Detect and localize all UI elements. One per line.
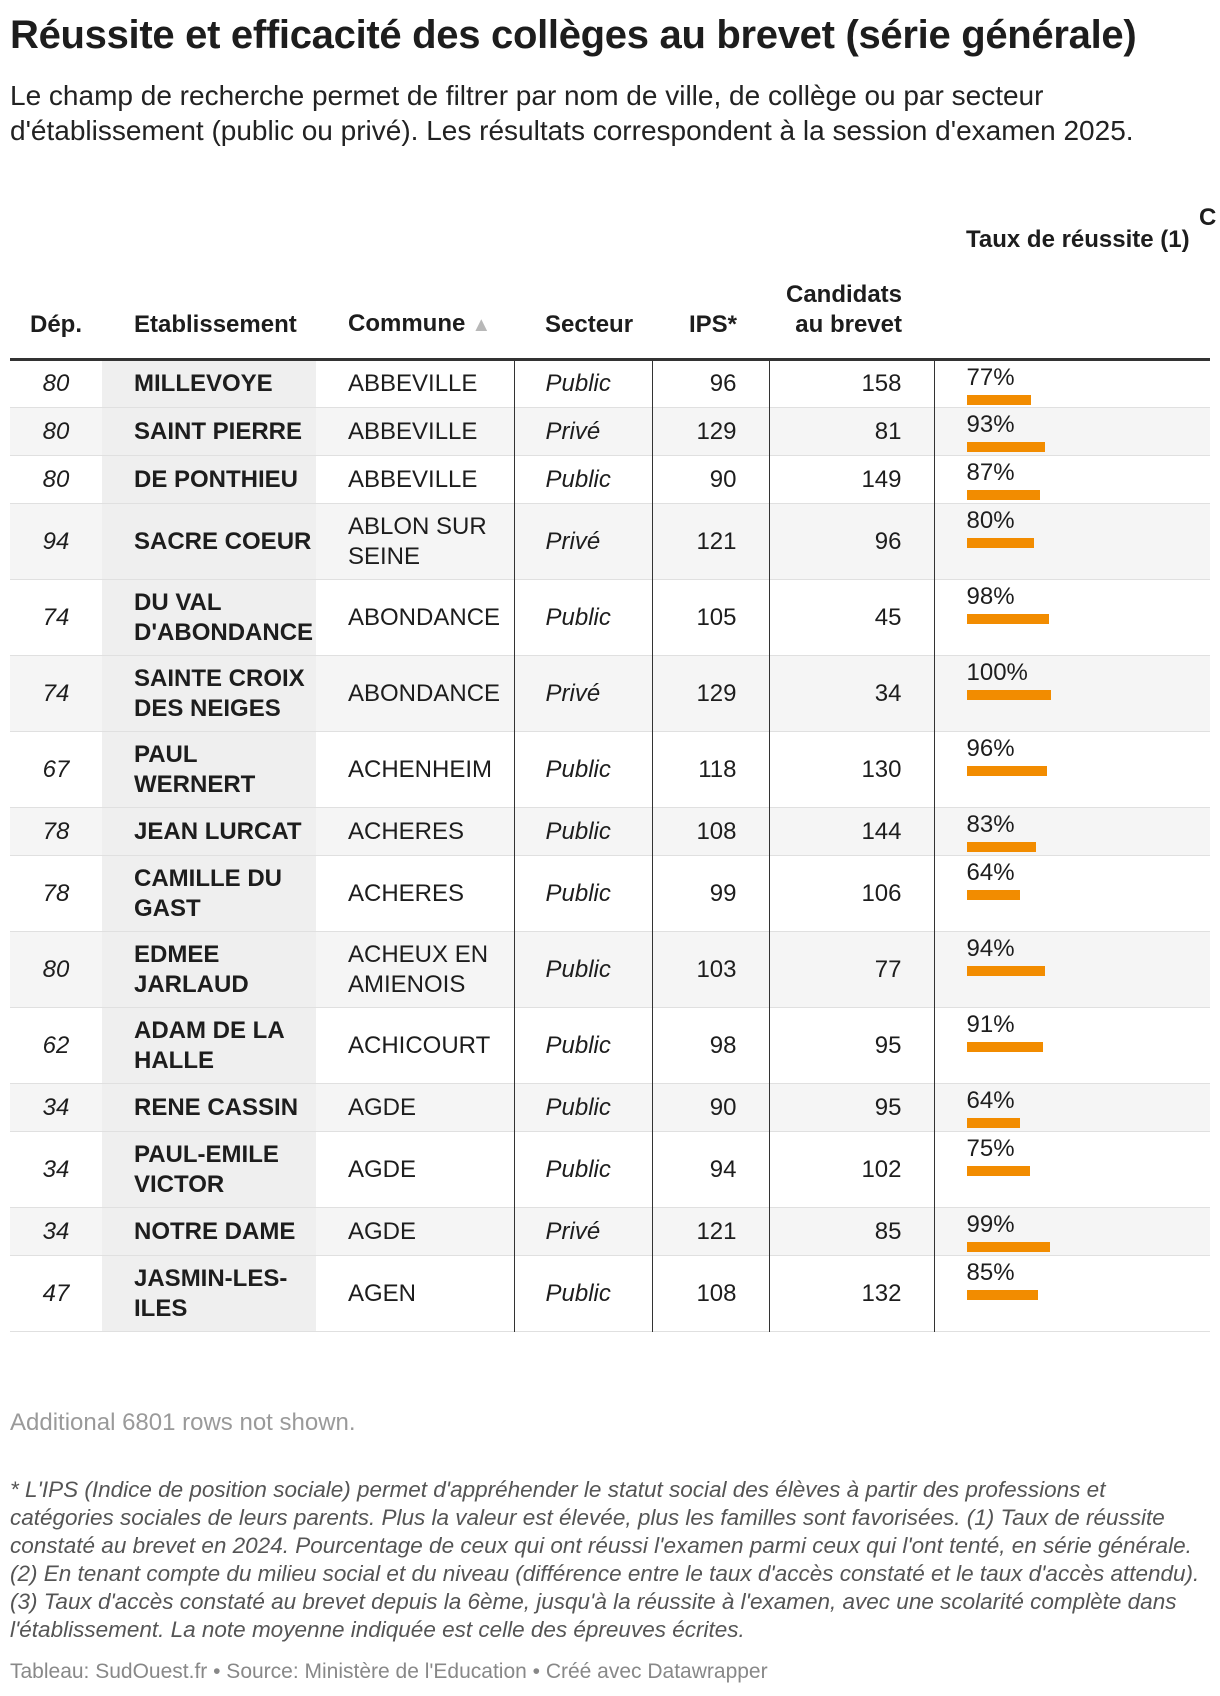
taux-bar: [967, 842, 1037, 852]
cell-etablissement: DU VAL D'ABONDANCE: [102, 580, 316, 656]
cell-secteur: Public: [514, 1132, 652, 1208]
taux-bar: [967, 1118, 1021, 1128]
cell-etablissement: ADAM DE LA HALLE: [102, 1008, 316, 1084]
taux-bar: [967, 966, 1046, 976]
cell-dep: 34: [42, 1155, 70, 1183]
sort-ascending-icon: ▲: [471, 314, 492, 336]
cell-taux: [934, 504, 1210, 580]
taux-value: 80%: [966, 507, 1015, 534]
cell-secteur: Privé: [514, 504, 652, 580]
taux-value: 75%: [966, 1135, 1015, 1162]
cell-commune: ACHICOURT: [348, 1031, 491, 1059]
taux-value: 100%: [966, 659, 1028, 686]
taux-bar: [967, 1166, 1030, 1176]
cell-ips: 121: [652, 504, 769, 580]
cell-secteur: Public: [514, 1084, 652, 1132]
cell-commune: ABLON SUR SEINE: [316, 504, 514, 580]
cell-taux: [934, 1208, 1210, 1256]
cell-taux: [934, 856, 1210, 932]
cell-secteur: Privé: [514, 408, 652, 456]
truncated-column-header: C: [1199, 204, 1217, 231]
cell-secteur: Public: [514, 856, 652, 932]
table-row: [10, 580, 1210, 656]
taux-bar: [967, 614, 1049, 624]
table-body: [10, 360, 1210, 1332]
column-header-ips[interactable]: IPS*: [652, 225, 769, 360]
cell-commune: ACHEUX EN AMIENOIS: [316, 932, 514, 1008]
cell-ips: 90: [652, 456, 769, 504]
taux-value: 87%: [966, 459, 1015, 486]
cell-taux: [934, 1008, 1210, 1084]
cell-taux: [934, 1256, 1210, 1332]
results-table-container: [10, 225, 1210, 1332]
taux-value: 93%: [966, 411, 1015, 438]
cell-dep: 80: [42, 370, 70, 397]
cell-dep: 74: [42, 603, 70, 631]
cell-etablissement: JEAN LURCAT: [102, 808, 316, 856]
cell-taux: [934, 1132, 1210, 1208]
column-header-candidats[interactable]: Candidats au brevet: [769, 225, 934, 360]
cell-etablissement: PAUL WERNERT: [102, 732, 316, 808]
cell-secteur: Public: [514, 732, 652, 808]
cell-secteur: Privé: [514, 656, 652, 732]
cell-etablissement: RENE CASSIN: [102, 1084, 316, 1132]
cell-etablissement: SAINT PIERRE: [102, 408, 316, 456]
table-row: [10, 1132, 1210, 1208]
taux-bar: [967, 766, 1048, 776]
column-header-taux[interactable]: Taux de réussite (1): [934, 225, 1210, 360]
table-row: [10, 456, 1210, 504]
cell-dep: 62: [42, 1031, 70, 1059]
cell-candidats: 106: [769, 856, 934, 932]
taux-bar: [967, 395, 1032, 405]
table-row: [10, 656, 1210, 732]
cell-dep: 78: [10, 808, 102, 856]
cell-candidats: 132: [769, 1256, 934, 1332]
cell-secteur: Public: [514, 1008, 652, 1084]
cell-candidats: 34: [769, 656, 934, 732]
table-header-row: [10, 225, 1210, 360]
cell-candidats: 158: [769, 360, 934, 408]
cell-etablissement: EDMEE JARLAUD: [102, 932, 316, 1008]
cell-dep: 74: [10, 656, 102, 732]
taux-value: 98%: [966, 583, 1015, 610]
taux-bar: [967, 690, 1051, 700]
cell-candidats: 96: [769, 504, 934, 580]
cell-dep: 47: [42, 1279, 70, 1307]
column-header-etablissement[interactable]: Etablissement: [102, 225, 316, 360]
table-row: [10, 1008, 1210, 1084]
table-row: [10, 360, 1210, 408]
cell-commune: ACHERES: [348, 879, 465, 907]
taux-bar: [967, 890, 1021, 900]
taux-value: 83%: [966, 811, 1015, 838]
cell-etablissement: PAUL-EMILE VICTOR: [102, 1132, 316, 1208]
cell-dep: 34: [10, 1208, 102, 1256]
table-row: [10, 504, 1210, 580]
cell-taux: [934, 1084, 1210, 1132]
cell-ips: 129: [652, 656, 769, 732]
cell-commune: ACHENHEIM: [348, 755, 493, 783]
cell-dep: 34: [10, 1084, 102, 1132]
taux-value: 64%: [966, 859, 1015, 886]
column-header-secteur[interactable]: Secteur: [514, 225, 652, 360]
results-table: [10, 225, 1210, 1332]
cell-ips: 99: [652, 856, 769, 932]
cell-ips: 94: [652, 1132, 769, 1208]
cell-secteur: Public: [514, 360, 652, 408]
cell-ips: 103: [652, 932, 769, 1008]
cell-etablissement: MILLEVOYE: [102, 360, 316, 408]
cell-taux: [934, 932, 1210, 1008]
cell-ips: 96: [652, 360, 769, 408]
cell-candidats: 77: [769, 932, 934, 1008]
taux-value: 77%: [966, 364, 1015, 391]
cell-candidats: 102: [769, 1132, 934, 1208]
column-header-commune-label: Commune: [348, 310, 466, 337]
table-row: [10, 808, 1210, 856]
taux-bar: [967, 442, 1045, 452]
cell-secteur: Public: [514, 932, 652, 1008]
cell-commune: ABBEVILLE: [316, 408, 514, 456]
taux-value: 99%: [966, 1211, 1015, 1238]
cell-taux: [934, 408, 1210, 456]
cell-commune: ABBEVILLE: [348, 465, 478, 493]
cell-taux: [934, 360, 1210, 408]
cell-commune: AGEN: [348, 1279, 417, 1307]
taux-value: 94%: [966, 935, 1015, 962]
cell-dep: 80: [10, 932, 102, 1008]
taux-bar: [967, 490, 1040, 500]
table-row: [10, 1084, 1210, 1132]
page-subtitle: Le champ de recherche permet de filtrer par nom de ville, de collège ou par secteur d'établissement (public ou privé). Les résultats correspondent à la session d'examen 2025.: [10, 80, 1134, 146]
page-title: Réussite et efficacité des collèges au brevet (série générale): [10, 13, 1137, 57]
cell-ips: 118: [652, 732, 769, 808]
cell-ips: 90: [652, 1084, 769, 1132]
taux-value: 91%: [966, 1011, 1015, 1038]
cell-dep: 80: [10, 408, 102, 456]
cell-etablissement: NOTRE DAME: [102, 1208, 316, 1256]
cell-etablissement: CAMILLE DU GAST: [102, 856, 316, 932]
cell-commune: AGDE: [348, 1155, 417, 1183]
taux-value: 64%: [966, 1087, 1015, 1114]
table-row: [10, 1208, 1210, 1256]
taux-value: 85%: [966, 1259, 1015, 1286]
cell-commune: ABONDANCE: [348, 603, 501, 631]
cell-secteur: Public: [514, 456, 652, 504]
table-row: [10, 1256, 1210, 1332]
taux-bar: [967, 1290, 1038, 1300]
cell-commune: ACHERES: [316, 808, 514, 856]
column-header-commune[interactable]: [316, 225, 514, 360]
cell-ips: 129: [652, 408, 769, 456]
table-row: [10, 408, 1210, 456]
cell-secteur: Public: [514, 1256, 652, 1332]
cell-candidats: 95: [769, 1008, 934, 1084]
cell-etablissement: JASMIN-LES-ILES: [102, 1256, 316, 1332]
cell-dep: 80: [42, 465, 70, 493]
taux-bar: [967, 1242, 1050, 1252]
cell-candidats: 144: [769, 808, 934, 856]
cell-etablissement: DE PONTHIEU: [102, 456, 316, 504]
table-row: [10, 732, 1210, 808]
cell-taux: [934, 656, 1210, 732]
cell-candidats: 81: [769, 408, 934, 456]
cell-taux: [934, 456, 1210, 504]
cell-taux: [934, 580, 1210, 656]
cell-taux: [934, 808, 1210, 856]
cell-ips: 121: [652, 1208, 769, 1256]
cell-candidats: 130: [769, 732, 934, 808]
column-header-dep[interactable]: Dép.: [10, 225, 102, 360]
credits: Tableau: SudOuest.fr • Source: Ministère de l'Education • Créé avec Datawrapper: [10, 1660, 768, 1683]
cell-dep: 78: [42, 879, 70, 907]
footnote: * L'IPS (Indice de position sociale) permet d'appréhender le statut social des élèves à partir des professions et catégories sociales de leurs parents. Plus la valeur est élevée, plus les familles sont favorisées. (1) Taux de réussite constaté au brevet en 2024. Pourcentage de ceux qui ont réussi l'examen parmi ceux qui l'ont tenté, en série générale. (2) En tenant compte du milieu social et du niveau (différence entre le taux d'accès constaté et le taux d'accès attendu). (3) Taux d'accès constaté au brevet depuis la 6ème, jusqu'à la réussite à l'examen, avec une scolarité complète dans l'établissement. La note moyenne indiquée est celle des épreuves écrites.: [10, 1477, 1200, 1642]
cell-secteur: Public: [514, 580, 652, 656]
cell-taux: [934, 732, 1210, 808]
cell-commune: ABONDANCE: [316, 656, 514, 732]
cell-etablissement: SACRE COEUR: [102, 504, 316, 580]
cell-dep: 94: [10, 504, 102, 580]
taux-bar: [967, 538, 1034, 548]
cell-commune: AGDE: [316, 1084, 514, 1132]
cell-ips: 98: [652, 1008, 769, 1084]
table-row: [10, 932, 1210, 1008]
cell-ips: 105: [652, 580, 769, 656]
table-row: [10, 856, 1210, 932]
cell-ips: 108: [652, 1256, 769, 1332]
taux-bar: [967, 1042, 1043, 1052]
cell-dep: 67: [42, 755, 70, 783]
cell-ips: 108: [652, 808, 769, 856]
cell-candidats: 149: [769, 456, 934, 504]
cell-secteur: Privé: [514, 1208, 652, 1256]
cell-commune: ABBEVILLE: [348, 370, 478, 397]
cell-candidats: 95: [769, 1084, 934, 1132]
cell-candidats: 85: [769, 1208, 934, 1256]
cell-etablissement: SAINTE CROIX DES NEIGES: [102, 656, 316, 732]
cell-commune: AGDE: [316, 1208, 514, 1256]
cell-candidats: 45: [769, 580, 934, 656]
taux-value: 96%: [966, 735, 1015, 762]
cell-secteur: Public: [514, 808, 652, 856]
rows-not-shown-note: Additional 6801 rows not shown.: [10, 1409, 356, 1436]
